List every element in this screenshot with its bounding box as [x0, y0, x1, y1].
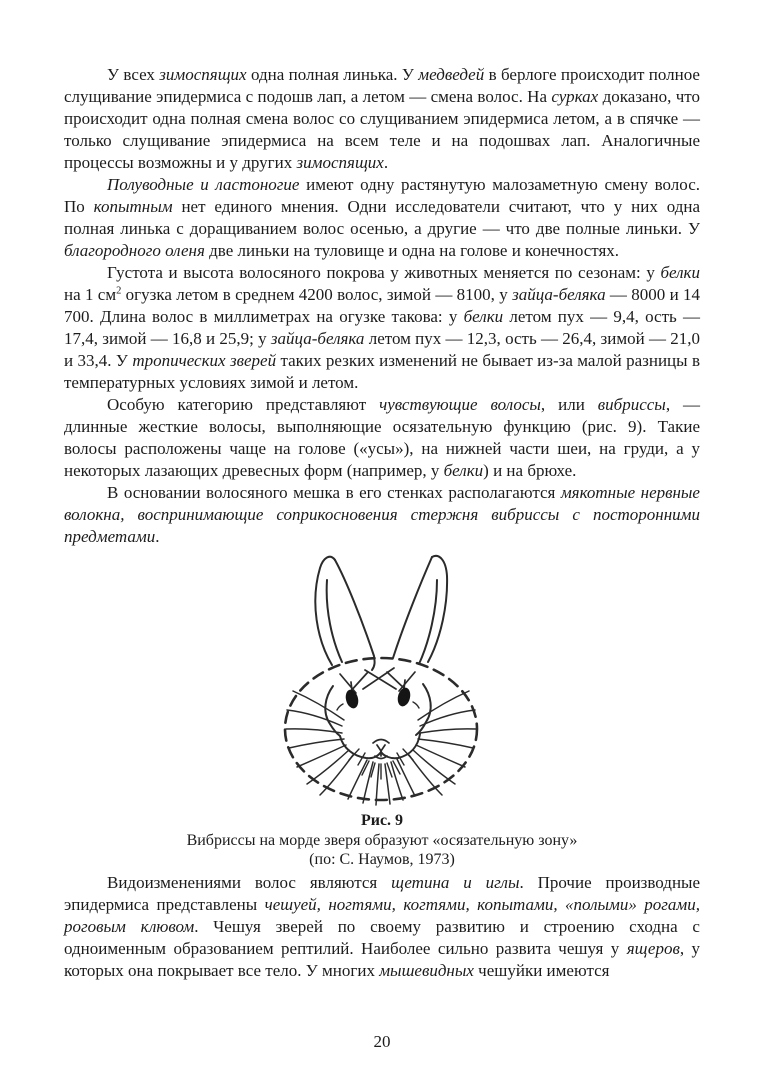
paragraph-vibrissae-intro: Особую категорию представляют чувствующие волосы, или вибриссы, — длинные жесткие волосы, выполняющие осязательную функцию (рис. 9). Такие волосы расположены чаще на голове («усы»), на нижней части шеи, на груди, а у некоторых лазающих древесных форм (например, у белки) и на брюхе.	[64, 395, 701, 480]
nose-mouth	[373, 740, 389, 759]
paragraph-fur-density-seasons: Густота и высота волосяного покрова у животных меняется по сезонам: у белки на 1 $см^2$ огузка летом в среднем 4200 волос, зимой — 8100, у зайца-беляка — 8000 и 14 700. Длина волос в миллиметрах на огузке такова: у белки летом пух — 9,4, ость — 17,4, зимой — 16,8 и 25,9; у зайца-беляка летом пух — 12,3, ость — 26,4, зимой — 21,0 и 33,4. У тропических зверей таких резких изменений не бывает из-за малой разницы в температурных условиях зимой и летом.	[64, 263, 700, 392]
paragraph-semiaquatic-ungulates: Полуводные и ластоногие имеют одну растянутую малозаметную смену волос. По копытным нет единого мнения. Одни исследователи считают, что у них одна полная линька с доращиванием волос осенью, а другие — что две полные линьки. У благородного оленя две линьки на туловище и одна на голове и конечностях.	[64, 175, 701, 260]
right-whiskers	[409, 691, 476, 795]
page-number: 20	[373, 1032, 391, 1051]
figure-caption-text: Вибриссы на морде зверя образуют «осязательную зону»	[186, 831, 578, 849]
right-ear	[393, 556, 447, 664]
paragraph-hair-modifications: Видоизменениями волос являются щетина и иглы. Прочие производные эпидермиса представлены чешуей, ногтями, когтями, копытами, «полыми» рогами, роговым клювом. Чешуя зверей по своему развитию и строению сходна с одноименным образованием рептилий. Наиболее сильно развита чешуя у ящеров, у которых она покрывает все тело. У многих мышевидных чешуйки имеются	[64, 872, 701, 980]
figure-9	[64, 552, 700, 870]
figure-caption-source: (по: С. Наумов, 1973)	[309, 851, 455, 868]
hare-head-vibrissae-figure	[282, 552, 482, 808]
body-text-top	[64, 64, 700, 548]
paragraph-nerve-fibers: В основании волосяного мешка в его стенках располагаются мякотные нервные волокна, воспринимающие соприкосновения стержня вибриссы с посторонними предметами.	[64, 483, 700, 546]
figure-caption-label: Рис. 9	[360, 812, 404, 829]
left-ear	[315, 557, 374, 670]
paragraph-molting-hibernators: У всех зимоспящих одна полная линька. У медведей в берлоге происходит полное слущивание эпидермиса с подошв лап, а летом — смена волос. На сурках доказано, что происходит одна полная смена волос со слущиванием эпидермиса летом, а в спячке — только слущивание эпидермиса на всем теле и на подошвах лап. Аналогичные процессы возможны и у других зимоспящих.	[64, 65, 700, 172]
figure-caption	[64, 811, 700, 870]
